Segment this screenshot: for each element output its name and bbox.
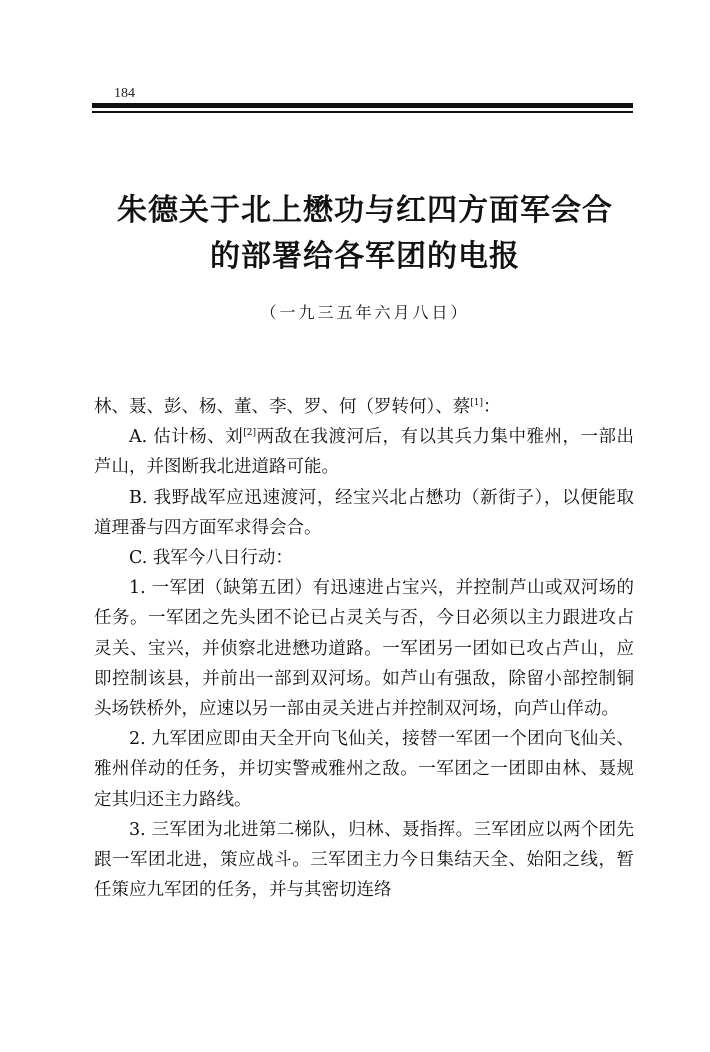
footnote-ref-2: [2] [243, 428, 257, 439]
paragraph-a-start: A. 估计杨、刘 [129, 427, 244, 448]
item-1: 1. 一军团（缺第五团）有迅速进占宝兴，并控制芦山或双河场的任务。一军团之先头团不论已占灵关与否，今日必须以主力跟进攻占灵关、宝兴，并侦察北进懋功道路。一军团另一团如已攻占芦山，应即控制该县，并前出一部到双河场。如芦山有强敌，除留小部控制铜头场铁桥外，应速以另一部由灵关进占并控制双河场，向芦山佯动。 [94, 578, 634, 720]
paragraph-a [94, 422, 634, 482]
footnote-ref-1: [1] [470, 398, 483, 408]
paragraph-b: B. 我野战军应迅速渡河，经宝兴北占懋功（新街子），以便能取道理番与四方面军求得会合。 [94, 487, 634, 538]
salutation-text: 林、聂、彭、杨、董、李、罗、何（罗转何）、蔡 [94, 397, 471, 417]
telegram-body [94, 392, 634, 905]
paragraph-a-rest: 两敌在我渡河后，有以其兵力集中雅州，一部出芦山，并图断我北进道路可能。 [94, 427, 635, 478]
title-line-2: 的部署给各军团的电报 [210, 239, 520, 274]
item-2: 2. 九军团应即由天全开向飞仙关，接替一军团一个团向飞仙关、雅州佯动的任务，并切实警戒雅州之敌。一军团之一团即由林、聂规定其归还主力路线。 [94, 729, 634, 810]
salutation [94, 392, 634, 422]
salutation-end: ： [483, 397, 501, 417]
page-number: 184 [114, 86, 135, 101]
header-rule-thin [92, 111, 633, 113]
document-date: （一九三五年六月八日） [260, 303, 470, 322]
header-rule-thick [92, 103, 633, 108]
title-line-1: 朱德关于北上懋功与红四方面军会合 [117, 193, 613, 228]
document-title [90, 188, 640, 280]
paragraph-c: C. 我军今八日行动： [129, 548, 293, 569]
item-3: 3. 三军团为北进第二梯队，归林、聂指挥。三军团应以两个团先跟一军团北进，策应战斗。三军团主力今日集结天全、始阳之线，暂任策应九军团的任务，并与其密切连络 [94, 819, 634, 901]
